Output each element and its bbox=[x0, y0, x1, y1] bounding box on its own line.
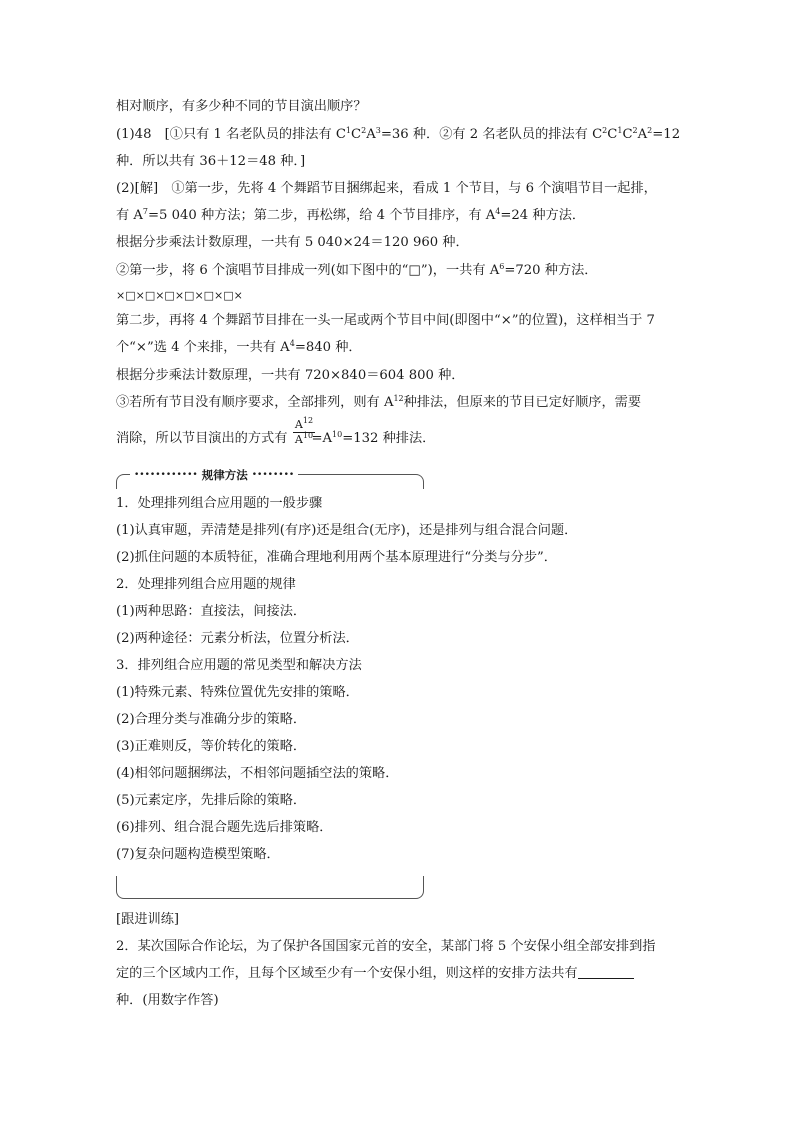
method-box-title: •••••••••••• 规律方法 •••••••• bbox=[130, 467, 298, 483]
text-line: (2)[解] ①第一步，先将 4 个舞蹈节目捆绑起来，看成 1 个节目，与 6 个演唱节目一起排， bbox=[116, 181, 657, 196]
practice-heading: [跟进训练] bbox=[116, 912, 180, 927]
rule-item: (6)排列、组合混合题先选后排策略． bbox=[116, 820, 333, 835]
answer-line-1: (1)48 [①只有 1 名老队员的排法有 $C^1C^2A^3=36$ 种．②有 2 名老队员的排法有 $C^2C^1C^2A^2=12$ bbox=[116, 126, 681, 142]
text-line: ③若所有节目没有顺序要求，全部排列，则有 $A^{12}$种排法，但原来的节目已定好顺序，需要 bbox=[116, 394, 642, 410]
rule-item: (2)抓住问题的本质特征，准确合理地利用两个基本原理进行“分类与分步”． bbox=[116, 550, 557, 565]
rule-item: 2．处理排列组合应用题的规律 bbox=[116, 577, 296, 592]
question-text: 种．(用数字作答) bbox=[116, 993, 219, 1008]
rule-item: (2)两种途径：元素分析法，位置分析法． bbox=[116, 631, 359, 646]
rule-item: (4)相邻问题捆绑法，不相邻问题插空法的策略． bbox=[116, 766, 399, 781]
text-line: 有 $A^7=5$ 040 种方法；第二步，再松绑，给 4 个节目排序，有 $A^4=24$ 种方法． bbox=[116, 207, 586, 223]
fraction: $\frac{A^{12}}{A^{10}}$ bbox=[294, 416, 314, 446]
diagram-line: ×□×□×□×□×□×□× bbox=[116, 289, 243, 302]
text-line: 第二步，再将 4 个舞蹈节目排在一头一尾或两个节目中间(即图中“×”的位置)，这样相当于 7 bbox=[116, 313, 655, 328]
question-text: 定的三个区域内工作，且每个区域至少有一个安保小组，则这样的安排方法共有 bbox=[116, 965, 634, 983]
text-line: 种．所以共有 36＋12＝48 种．] bbox=[116, 154, 306, 169]
question-text: 2．某次国际合作论坛，为了保护各国国家元首的安全，某部门将 5 个安保小组全部安排到指 bbox=[116, 939, 656, 954]
rule-item: (2)合理分类与准确分步的策略． bbox=[116, 712, 307, 727]
text-line: 消除，所以节目演出的方式有 $=A^{10}=132$ 种排法． bbox=[116, 430, 436, 446]
text-line: 根据分步乘法计数原理，一共有 720×840＝604 800 种． bbox=[116, 368, 465, 383]
text-line: ②第一步，将 6 个演唱节目排成一列(如下图中的“□”)，一共有 $A^6=720$ 种方法． bbox=[116, 262, 598, 278]
rule-item: (1)认真审题，弄清楚是排列(有序)还是组合(无序)，还是排列与组合混合问题． bbox=[116, 523, 578, 538]
text-line: 相对顺序，有多少种不同的节目演出顺序？ bbox=[116, 99, 367, 114]
text-line: 个“×”选 4 个来排，一共有 $A^4=840$ 种． bbox=[116, 339, 362, 355]
text-line: 根据分步乘法计数原理，一共有 5 040×24＝120 960 种． bbox=[116, 235, 469, 250]
rule-item: (5)元素定序，先排后除的策略． bbox=[116, 793, 307, 808]
answer-blank[interactable] bbox=[578, 966, 634, 979]
rule-item: (3)正难则反，等价转化的策略． bbox=[116, 739, 307, 754]
rule-item: 3．排列组合应用题的常见类型和解决方法 bbox=[116, 658, 362, 673]
rule-item: (1)特殊元素、特殊位置优先安排的策略． bbox=[116, 685, 359, 700]
rule-item: (1)两种思路：直接法，间接法． bbox=[116, 604, 307, 619]
method-box-bottom bbox=[116, 876, 424, 899]
rule-item: 1．处理排列组合应用题的一般步骤 bbox=[116, 496, 323, 511]
rule-item: (7)复杂问题构造模型策略． bbox=[116, 847, 280, 862]
